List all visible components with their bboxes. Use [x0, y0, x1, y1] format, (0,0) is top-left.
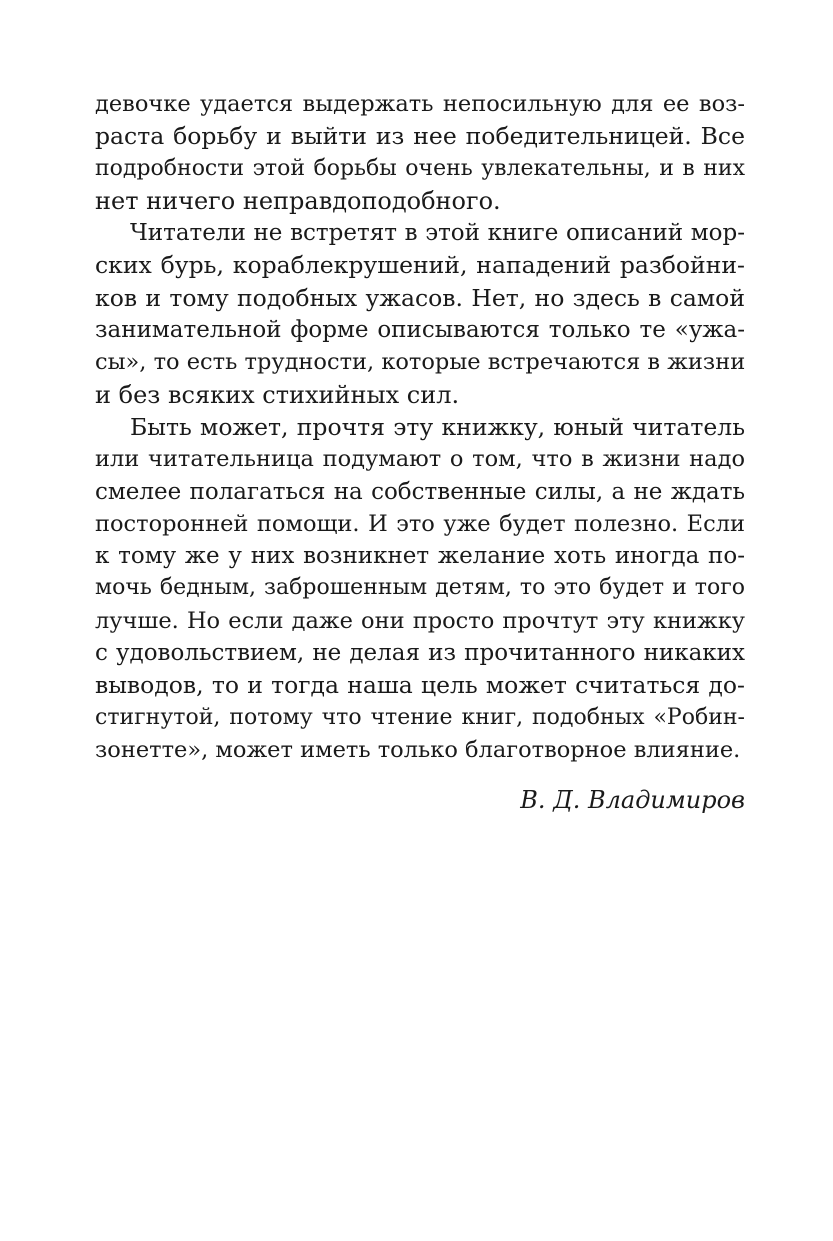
text-line: лучше. Но если даже они просто прочтут эту книжку: [95, 607, 745, 634]
text-line: и без всяких стихийных сил.: [95, 380, 460, 409]
text-line: или читательница подумают о том, что в жизни надо: [95, 446, 745, 473]
text-line: Читатели не встретят в этой книге описаний мор-: [130, 220, 745, 247]
text-line: ских бурь, кораблекрушений, нападений разбойни-: [95, 251, 745, 280]
paragraph-3: [95, 411, 745, 766]
text-line: стигнутой, потому что чтение книг, подобных «Робин-: [95, 704, 745, 730]
text-line: ков и тому подобных ужасов. Нет, но здесь в самой: [95, 283, 745, 312]
text-line: с удовольствием, не делая из прочитанного никаких: [95, 640, 745, 667]
author-signature: В. Д. Владимиров: [520, 786, 745, 814]
text-line: к тому же у них возникнет желание хоть иногда по-: [95, 543, 745, 570]
text-line: раста борьбу и выйти из нее победительницей. Все: [95, 122, 745, 151]
page-text: [95, 88, 745, 814]
text-line: Быть может, прочтя эту книжку, юный читатель: [130, 412, 745, 441]
text-line: занимательной форме описываются только те «ужа-: [95, 317, 745, 344]
paragraph-1: [95, 88, 745, 217]
text-line: девочке удается выдержать непосильную для ее воз-: [95, 91, 745, 117]
text-line: смелее полагаться на собственные силы, а не ждать: [95, 478, 745, 505]
text-line: выводов, то и тогда наша цель может считаться до-: [95, 671, 745, 700]
paragraph-2: [95, 217, 745, 411]
text-line: нет ничего неправдоподобного.: [95, 186, 501, 215]
text-line: мочь бедным, заброшенным детям, то это будет и того: [95, 575, 745, 601]
text-line: сы», то есть трудности, которые встречаются в жизни: [95, 349, 745, 376]
text-line: посторонней помощи. И это уже будет полезно. Если: [95, 510, 745, 537]
text-line: подробности этой борьбы очень увлекательны, и в них: [95, 155, 745, 181]
text-line: зонетте», может иметь только благотворное влияние.: [95, 736, 741, 763]
